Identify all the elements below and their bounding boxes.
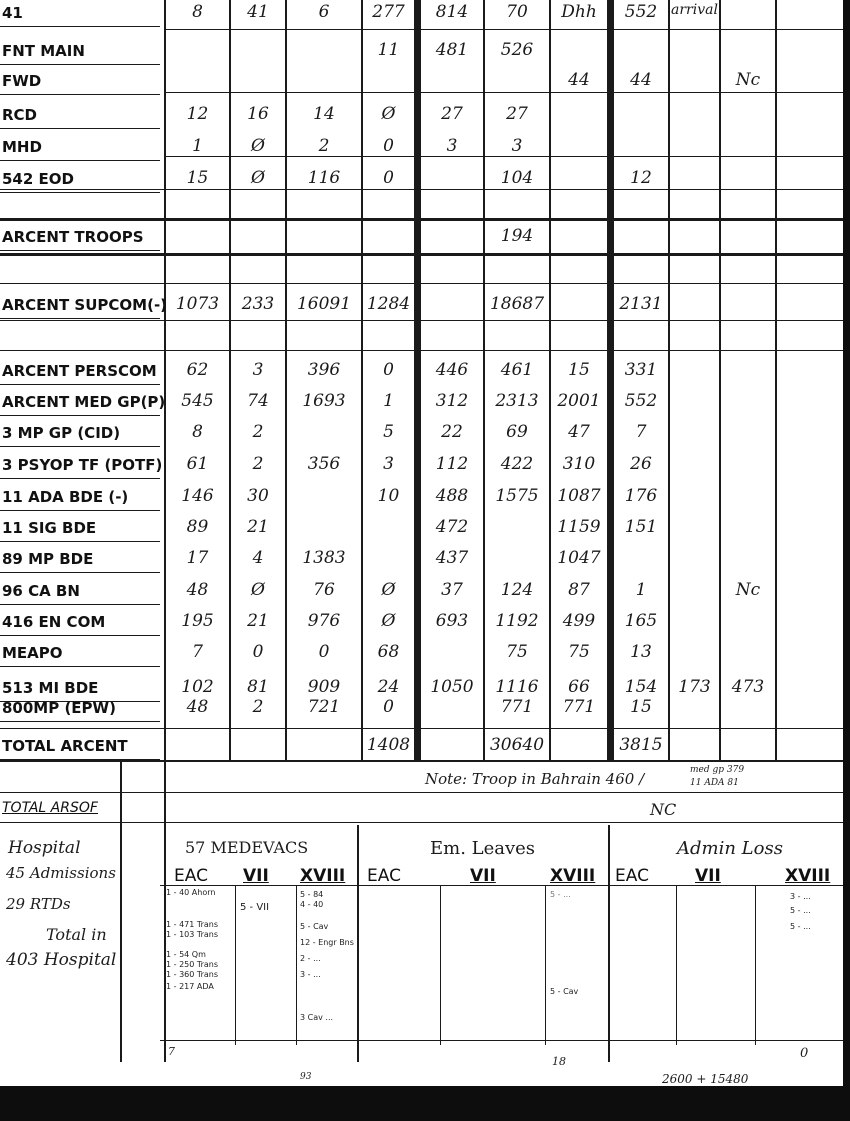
table-cell: 488 (435, 486, 469, 506)
footer-left-mark: 7 (168, 1045, 175, 1058)
table-cell: Ø (251, 136, 265, 156)
table-cell: 48 (186, 697, 209, 717)
table-cell: 909 (307, 677, 341, 697)
col-rule-hosp-g (545, 885, 546, 1045)
table-cell: 194 (500, 226, 534, 246)
eac-note-6: 1 - 360 Trans (166, 970, 219, 979)
table-cell: Ø (251, 168, 265, 188)
table-cell: 2001 (557, 391, 601, 411)
xviii-bottom-note: 3 Cav ... (300, 1013, 334, 1022)
table-cell: 2 (252, 454, 264, 474)
table-cell: 396 (307, 360, 341, 380)
table-cell: 3 (446, 136, 458, 156)
table-cell: 0 (383, 168, 394, 188)
table-cell: 2 (252, 422, 264, 442)
bahrain-note: Note: Troop in Bahrain 460 / (425, 770, 645, 788)
table-cell: 176 (624, 486, 658, 506)
table-cell: Nc (735, 580, 761, 600)
table-cell: 1159 (557, 517, 601, 537)
table-cell: 27 (506, 104, 528, 124)
table-cell: 61 (186, 454, 209, 474)
table-cell: 44 (630, 70, 652, 90)
row-label: 542 EOD (2, 170, 74, 188)
table-cell: 472 (435, 517, 469, 537)
footer-right-mark: 0 (800, 1046, 809, 1061)
row-underline (0, 250, 160, 251)
eac-note-4: 1 - 54 Qm (166, 950, 206, 959)
row-underline (0, 446, 160, 447)
table-cell: 526 (500, 40, 534, 60)
scan-bottom-edge (0, 1086, 850, 1121)
footer-mid-mark: 18 (552, 1055, 566, 1068)
table-cell: 15 (568, 360, 590, 380)
hospital-label: Hospital (8, 838, 81, 858)
table-cell: 62 (186, 360, 209, 380)
row-underline (0, 604, 160, 605)
eac-note-1: 1 - 40 Ahorn (166, 888, 216, 897)
table-cell: 21 (247, 611, 269, 631)
row-label: ARCENT MED GP(P) (2, 393, 166, 411)
table-cell: 69 (506, 422, 528, 442)
table-cell: 70 (506, 2, 528, 22)
table-cell: 12 (630, 168, 652, 188)
table-cell: 16 (247, 104, 269, 124)
table-cell: 66 (568, 677, 590, 697)
scan-right-edge (843, 0, 850, 1121)
table-cell: 112 (435, 454, 469, 474)
table-cell: 89 (186, 517, 209, 537)
table-cell: 1 (635, 580, 647, 600)
col-rule-hosp-e (296, 885, 297, 1045)
table-cell: 146 (181, 486, 214, 506)
table-cell: Ø (381, 104, 396, 124)
em-leaves-title: Em. Leaves (430, 838, 536, 859)
table-cell: 30 (247, 486, 269, 506)
table-cell: 2 (252, 697, 264, 717)
eac-note-3: 1 - 103 Trans (166, 930, 219, 939)
table-cell: 74 (247, 391, 269, 411)
col-rule-hosp-i (755, 885, 756, 1045)
col-rule-8 (668, 0, 670, 762)
rule-total-bot (0, 760, 843, 762)
row-label: RCD (2, 106, 38, 124)
table-cell: 721 (307, 697, 341, 717)
row-label: 513 MI BDE (2, 679, 99, 697)
table-cell: 1050 (430, 677, 474, 697)
row-label: FNT MAIN (2, 42, 85, 60)
table-cell: 277 (372, 2, 405, 22)
table-cell: 24 (377, 677, 400, 697)
table-cell: 41 (247, 2, 269, 22)
arsof-value: NC (650, 800, 677, 819)
table-cell: 26 (630, 454, 652, 474)
row-underline (0, 384, 160, 385)
table-cell: 1 (383, 391, 394, 411)
subhead-vii-1: VII (243, 866, 269, 886)
subhead-eac-1: EAC (174, 866, 208, 886)
footer-signature: 2600 + 15480 (662, 1072, 749, 1086)
table-cell: Ø (381, 611, 396, 631)
row-underline (0, 635, 160, 636)
col-rule-7 (607, 0, 614, 762)
subhead-vii-2: VII (470, 866, 496, 886)
row-underline (0, 192, 160, 193)
table-cell: 693 (435, 611, 469, 631)
table-cell: 48 (186, 580, 209, 600)
table-cell: 1073 (175, 294, 220, 314)
rule-row-fwd (165, 92, 845, 93)
table-cell: 68 (377, 642, 400, 662)
table-cell: 0 (383, 360, 394, 380)
table-cell: 124 (500, 580, 534, 600)
row-underline (0, 160, 160, 161)
xviii-note-2: 4 - 40 (300, 900, 324, 909)
rule-top-1 (165, 29, 845, 30)
subhead-eac-2: EAC (367, 866, 401, 886)
row-underline (0, 572, 160, 573)
rule-row-mhd (165, 156, 845, 157)
row-underline (0, 128, 160, 129)
table-cell: 16091 (296, 294, 352, 314)
row-underline (0, 415, 160, 416)
row-label: 800MP (EPW) (2, 699, 116, 717)
rule-arsof-bot (0, 822, 843, 823)
col-rule-hosp-c (608, 825, 610, 1062)
table-cell: 1383 (302, 548, 346, 568)
rule-note-bot (0, 792, 843, 793)
table-cell: 499 (562, 611, 596, 631)
col-rule-hosp-left (120, 762, 122, 1062)
table-cell: 1 (192, 136, 203, 156)
row-underline (0, 26, 160, 27)
table-cell: Dhh (561, 2, 597, 22)
table-cell: 0 (383, 697, 394, 717)
table-cell: 75 (568, 642, 590, 662)
xviii-note-1: 5 - 84 (300, 890, 324, 899)
rule-total-top (0, 728, 843, 729)
admin-loss-title: Admin Loss (677, 838, 783, 859)
table-cell: 30640 (489, 735, 545, 755)
row-underline (0, 759, 160, 760)
note-side-top: med gp 379 (690, 765, 745, 775)
table-cell: 1087 (557, 486, 601, 506)
row-label: ARCENT TROOPS (2, 228, 144, 246)
row-underline (0, 721, 160, 722)
col-rule-10 (775, 0, 777, 762)
col-rule-hosp-a (164, 762, 166, 1062)
table-cell: 44 (568, 70, 590, 90)
table-cell: 437 (435, 548, 469, 568)
table-cell: 13 (630, 642, 652, 662)
rule-perscom (0, 350, 843, 351)
row-label: MHD (2, 138, 42, 156)
table-cell: 310 (562, 454, 596, 474)
row-label: 416 EN COM (2, 613, 106, 631)
table-cell: 233 (241, 294, 275, 314)
table-cell: 3 (511, 136, 523, 156)
em-mid-note: 5 - Cav (550, 987, 579, 996)
row-underline (0, 478, 160, 479)
table-cell: 771 (562, 697, 596, 717)
col-rule-hosp-b (357, 825, 359, 1062)
rule-supcom-bot (0, 320, 843, 321)
row-underline (0, 94, 160, 95)
rule-row-eod (0, 189, 843, 190)
admin-note-3: 5 - ... (790, 922, 811, 931)
table-cell: 461 (500, 360, 534, 380)
table-cell: 12 (186, 104, 209, 124)
col-rule-hosp-h (676, 885, 677, 1045)
table-cell: 37 (441, 580, 463, 600)
table-cell: 116 (307, 168, 341, 188)
table-cell: 1693 (302, 391, 346, 411)
table-cell: 81 (247, 677, 269, 697)
table-cell: 104 (500, 168, 534, 188)
table-cell: arrival (671, 2, 718, 18)
table-cell: 1408 (366, 735, 411, 755)
table-cell: 102 (181, 677, 214, 697)
table-cell: 312 (435, 391, 469, 411)
table-cell: 75 (506, 642, 528, 662)
col-rule-4 (414, 0, 421, 762)
table-cell: 473 (731, 677, 765, 697)
row-label: TOTAL ARCENT (2, 737, 128, 755)
rule-thick-1 (0, 218, 843, 221)
xviii-note-6: 3 - ... (300, 970, 321, 979)
medevacs-title: 57 MEDEVACS (185, 838, 309, 857)
col-rule-9 (719, 0, 721, 762)
table-cell: 8 (192, 422, 203, 442)
subhead-xviii-1: XVIII (300, 866, 346, 886)
row-underline (0, 666, 160, 667)
row-label: 3 PSYOP TF (POTF) (2, 456, 163, 474)
rule-supcom-top (0, 283, 843, 284)
admin-note-1: 3 - ... (790, 892, 811, 901)
table-cell: 481 (435, 40, 469, 60)
row-label: 11 ADA BDE (-) (2, 488, 129, 506)
rtds-label: 29 RTDs (6, 895, 71, 913)
total-in-label: Total in (46, 925, 107, 944)
row-label: 11 SIG BDE (2, 519, 97, 537)
table-cell: 165 (624, 611, 658, 631)
row-label: ARCENT SUPCOM(-) (2, 296, 168, 314)
table-cell: 173 (678, 677, 711, 697)
note-side-bottom: 11 ADA 81 (690, 778, 739, 788)
eac-note-2: 1 - 471 Trans (166, 920, 219, 929)
xviii-note-4: 12 - Engr Bns (300, 938, 354, 947)
table-cell: 552 (624, 2, 658, 22)
subhead-xviii-3: XVIII (785, 866, 831, 886)
row-label: FWD (2, 72, 42, 90)
em-xviii-note: 5 - ... (550, 890, 571, 899)
table-cell: 545 (181, 391, 214, 411)
table-cell: 814 (435, 2, 469, 22)
table-cell: 7 (635, 422, 647, 442)
row-label: 96 CA BN (2, 582, 80, 600)
table-cell: 976 (307, 611, 341, 631)
table-cell: 154 (624, 677, 658, 697)
table-cell: 22 (441, 422, 463, 442)
table-cell: 1047 (557, 548, 601, 568)
footer-small-mark: 93 (300, 1072, 312, 1082)
table-cell: 4 (252, 548, 264, 568)
table-cell: 6 (318, 2, 330, 22)
row-label: ARCENT PERSCOM (2, 362, 157, 380)
table-cell: 14 (313, 104, 335, 124)
xviii-note-3: 5 - Cav (300, 922, 329, 931)
xviii-note-5: 2 - ... (300, 954, 321, 963)
row-label: 3 MP GP (CID) (2, 424, 121, 442)
table-cell: 331 (624, 360, 658, 380)
table-cell: 21 (247, 517, 269, 537)
rule-hosp-bottom (160, 1040, 843, 1041)
table-cell: 8 (192, 2, 203, 22)
table-cell: 87 (568, 580, 590, 600)
table-cell: 47 (568, 422, 590, 442)
subhead-vii-3: VII (695, 866, 721, 886)
eac-note-5: 1 - 250 Trans (166, 960, 219, 969)
table-cell: Ø (251, 580, 265, 600)
row-underline (0, 541, 160, 542)
arsof-label: TOTAL ARSOF (2, 800, 98, 816)
eac-note-7: 1 - 217 ADA (166, 982, 214, 991)
table-cell: 11 (377, 40, 400, 60)
table-cell: 151 (624, 517, 658, 537)
rule-troops (0, 253, 843, 256)
table-cell: 552 (624, 391, 658, 411)
table-cell: 2313 (495, 391, 539, 411)
table-cell: 10 (377, 486, 400, 506)
table-cell: 422 (500, 454, 534, 474)
table-cell: 1116 (495, 677, 539, 697)
table-cell: 17 (186, 548, 209, 568)
table-cell: 0 (318, 642, 330, 662)
row-underline (0, 318, 160, 319)
vii-note: 5 - VII (240, 902, 270, 913)
col-rule-hosp-d (235, 885, 236, 1045)
table-cell: 5 (383, 422, 394, 442)
table-cell: 3815 (619, 735, 663, 755)
table-cell: 7 (192, 642, 203, 662)
table-cell: 2 (318, 136, 330, 156)
row-label: MEAPO (2, 644, 63, 662)
table-cell: 1575 (495, 486, 539, 506)
table-cell: 15 (186, 168, 209, 188)
row-label: 41 (2, 4, 23, 22)
row-underline (0, 64, 160, 65)
table-cell: 0 (383, 136, 394, 156)
in-hospital-label: 403 Hospital (6, 950, 117, 970)
table-cell: 771 (500, 697, 534, 717)
subhead-xviii-2: XVIII (550, 866, 596, 886)
row-underline (0, 510, 160, 511)
table-cell: 0 (252, 642, 264, 662)
table-cell: 15 (630, 697, 652, 717)
table-cell: 1192 (495, 611, 539, 631)
table-cell: 2131 (619, 294, 663, 314)
table-cell: 356 (307, 454, 341, 474)
table-cell: 3 (383, 454, 394, 474)
table-cell: 18687 (489, 294, 545, 314)
subhead-eac-3: EAC (615, 866, 649, 886)
table-cell: Nc (735, 70, 761, 90)
col-rule-hosp-f (440, 885, 441, 1045)
table-cell: 1284 (366, 294, 411, 314)
table-cell: 27 (441, 104, 463, 124)
table-cell: 446 (435, 360, 469, 380)
row-label: 89 MP BDE (2, 550, 94, 568)
table-cell: 3 (252, 360, 264, 380)
admin-note-2: 5 - ... (790, 906, 811, 915)
admissions-label: 45 Admissions (6, 864, 116, 882)
table-cell: 195 (181, 611, 214, 631)
table-cell: 76 (313, 580, 335, 600)
table-cell: Ø (381, 580, 396, 600)
